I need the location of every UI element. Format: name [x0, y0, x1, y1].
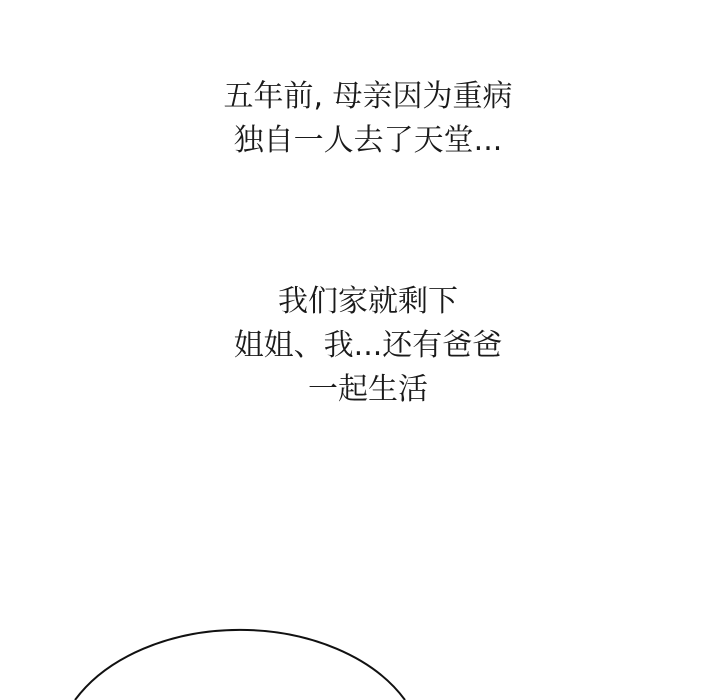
- caption-line: 我们家就剩下: [278, 284, 458, 319]
- caption-line: 独自一人去了天堂...: [233, 123, 503, 158]
- caption-line: 五年前, 母亲因为重病: [223, 79, 513, 114]
- speech-bubble-outline: [75, 630, 405, 700]
- caption-line: 一起生活: [308, 372, 428, 407]
- caption-line: 姐姐、我...还有爸爸: [233, 328, 503, 363]
